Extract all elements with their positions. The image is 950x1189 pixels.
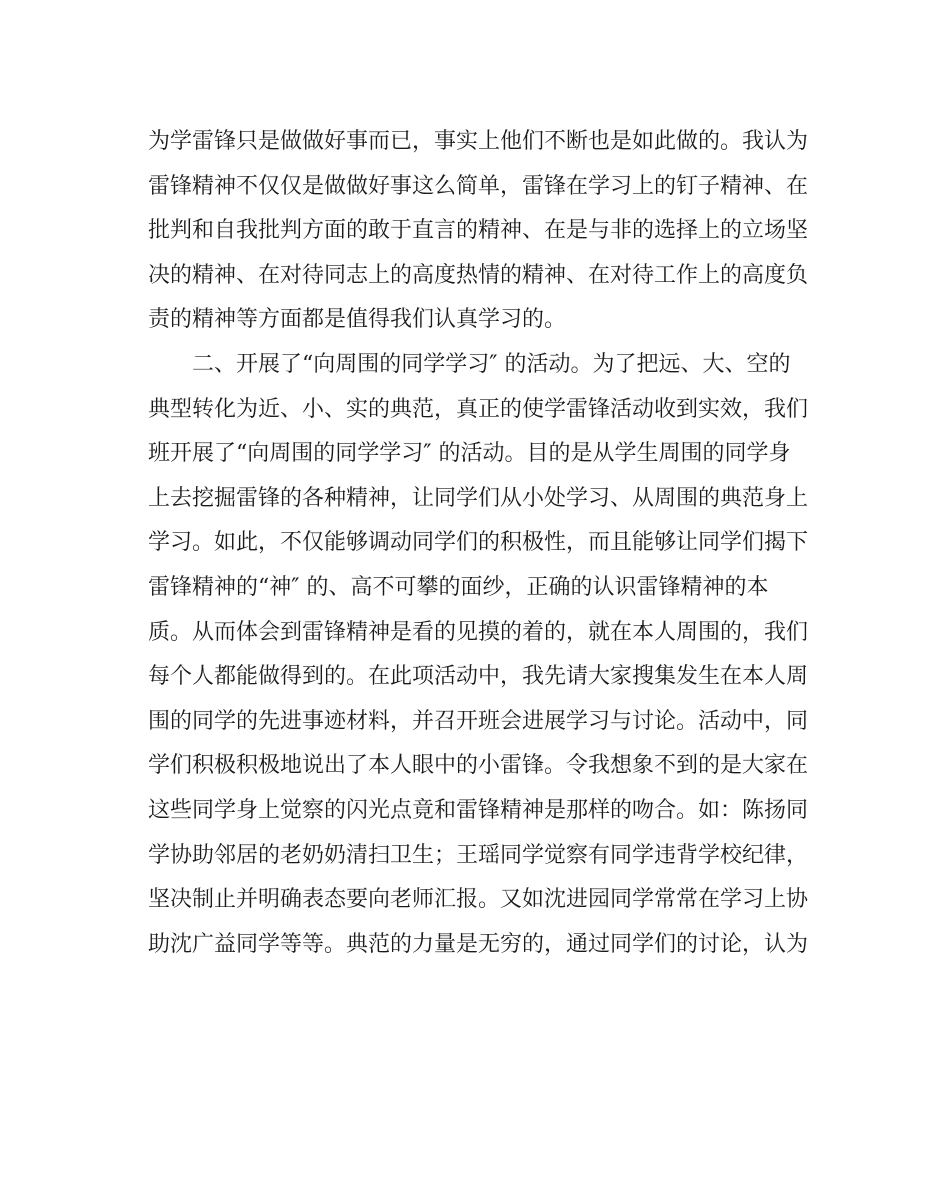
text-line: 批判和自我批判方面的敢于直言的精神、在是与非的选择上的立场坚 bbox=[148, 218, 809, 244]
text-line: 这些同学身上觉察的闪光点竟和雷锋精神是那样的吻合。如：陈扬同 bbox=[148, 797, 809, 823]
text-line: 围的同学的先进事迹材料，并召开班会进展学习与讨论。活动中，同 bbox=[148, 708, 809, 734]
text-line: 决的精神、在对待同志上的高度热情的精神、在对待工作上的高度负 bbox=[148, 262, 809, 288]
text-line: 助沈广益同学等等。典范的力量是无穷的，通过同学们的讨论，认为 bbox=[148, 931, 809, 957]
text-line: 为学雷锋只是做做好事而已，事实上他们不断也是如此做的。我认为 bbox=[148, 129, 809, 154]
text-line: 学习。如此，不仅能够调动同学们的积极性，而且能够让同学们揭下 bbox=[148, 530, 809, 556]
text-line: 学协助邻居的老奶奶清扫卫生；王瑶同学觉察有同学违背学校纪律， bbox=[148, 842, 809, 868]
section-heading-line: 二、开展了“向周围的同学学习″ 的活动。为了把远、大、空的 bbox=[192, 351, 791, 377]
text-line: 学们积极积极地说出了本人眼中的小雷锋。令我想象不到的是大家在 bbox=[148, 753, 809, 779]
text-line: 雷锋精神的“神″ 的、高不可攀的面纱，正确的认识雷锋精神的本 bbox=[148, 574, 769, 600]
body-text bbox=[148, 120, 808, 967]
text-line: 雷锋精神不仅仅是做做好事这么简单，雷锋在学习上的钉子精神、在 bbox=[148, 173, 809, 199]
text-line: 责的精神等方面都是值得我们认真学习的。 bbox=[148, 307, 567, 333]
text-line: 坚决制止并明确表态要向老师汇报。又如沈进园同学常常在学习上协 bbox=[148, 887, 809, 913]
text-line: 上去挖掘雷锋的各种精神，让同学们从小处学习、从周围的典范身上 bbox=[148, 485, 809, 511]
text-line: 每个人都能做得到的。在此项活动中，我先请大家搜集发生在本人周 bbox=[148, 664, 809, 690]
text-line: 典型转化为近、小、实的典范，真正的使学雷锋活动收到实效，我们 bbox=[148, 396, 809, 422]
text-line: 质。从而体会到雷锋精神是看的见摸的着的，就在本人周围的，我们 bbox=[148, 619, 809, 645]
text-line: 班开展了“向周围的同学学习″ 的活动。目的是从学生周围的同学身 bbox=[148, 441, 791, 467]
